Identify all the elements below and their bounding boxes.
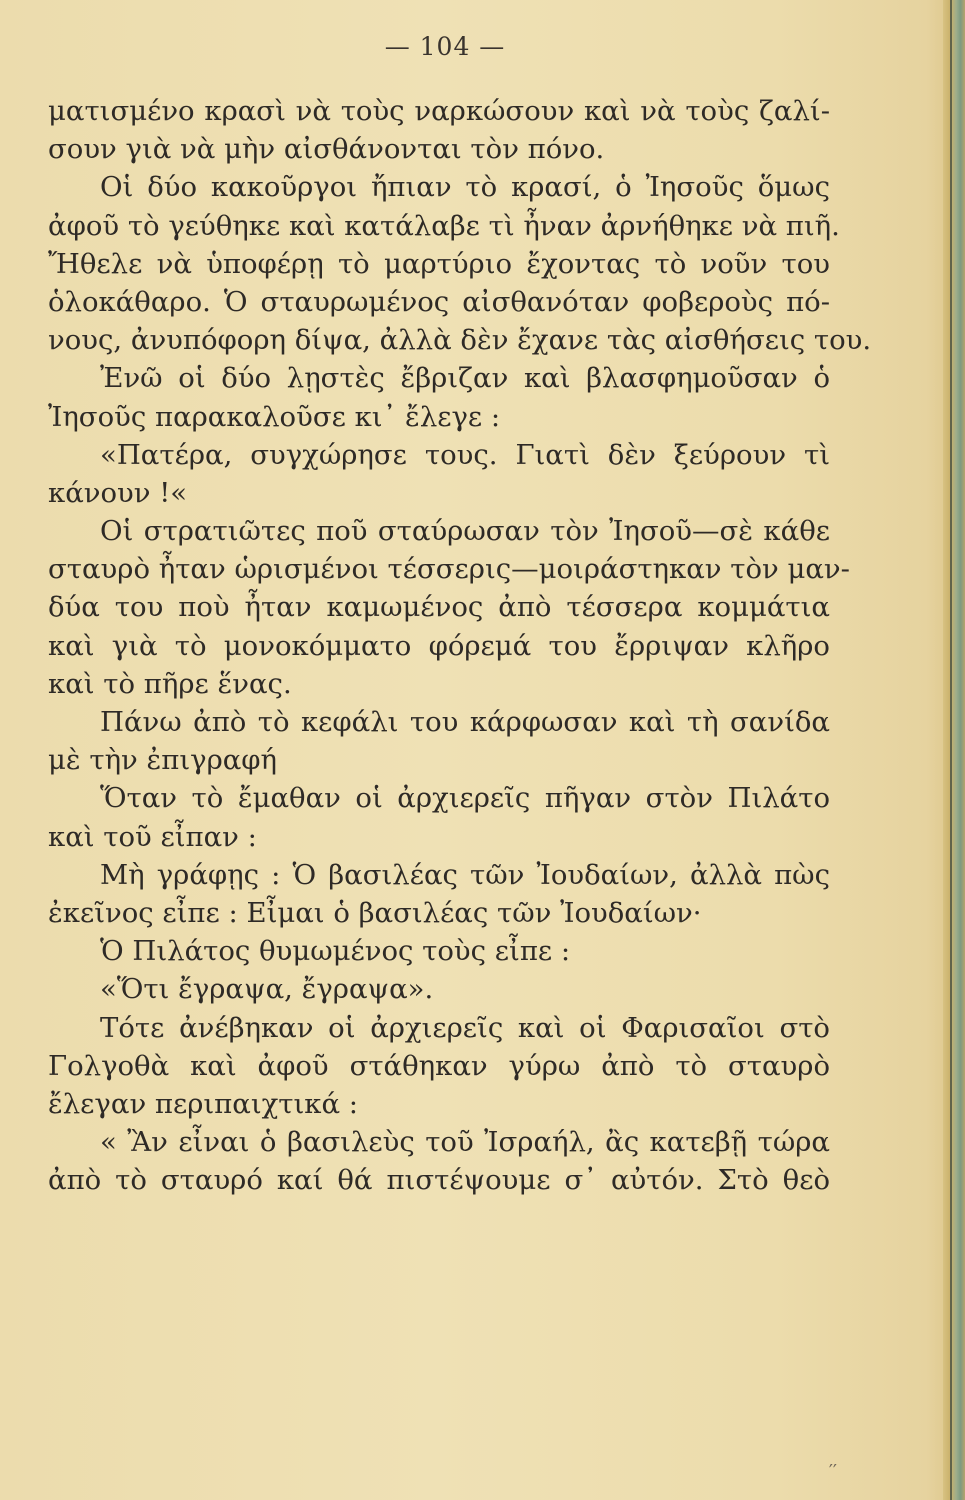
text-line: «Πατέρα, συγχώρησε τους. Γιατὶ δὲν ξεύρουν τὶ — [100, 438, 830, 471]
text-line: ματισμένο κρασὶ νὰ τοὺς ναρκώσουν καὶ νὰ τοὺς ζαλί- — [48, 95, 830, 127]
text-line: Ὅταν τὸ ἔμαθαν οἱ ἀρχιερεῖς πῆγαν στὸν Πιλάτο — [100, 782, 830, 815]
text-line: Οἱ στρατιῶτες ποῦ σταύρωσαν τὸν Ἰησοῦ—σὲ κάθε — [100, 515, 830, 548]
text-line: « Ἂν εἶναι ὁ βασιλεὺς τοῦ Ἰσραήλ, ἂς κατεβῇ τώρα — [100, 1126, 830, 1159]
text-line: Τότε ἀνέβηκαν οἱ ἀρχιερεῖς καὶ οἱ Φαρισαῖοι στὸ — [100, 1011, 830, 1044]
text-line: ἀπὸ τὸ σταυρό καί θά πιστέψουμε σ᾿ αὐτόν. Στὸ θεὸ — [48, 1164, 830, 1197]
text-line: Ὁ Πιλάτος θυμωμένος τοὺς εἶπε : — [100, 935, 571, 968]
text-line: μὲ τὴν ἐπιγραφή — [48, 744, 278, 777]
text-line: Ἐνῶ οἱ δύο λῃστὲς ἔβριζαν καὶ βλασφημοῦσαν ὁ — [100, 362, 830, 395]
text-line: σουν γιὰ νὰ μὴν αἰσθάνονται τὸν πόνο. — [48, 133, 605, 166]
text-line: σταυρὸ ἦταν ὡρισμένοι τέσσερις—μοιράστηκαν τὸν μαν- — [48, 553, 850, 586]
text-line: καὶ τοῦ εἶπαν : — [48, 820, 257, 853]
text-line: Οἱ δύο κακοῦργοι ἤπιαν τὸ κρασί, ὁ Ἰησοῦς ὅμως — [100, 171, 830, 204]
body-text — [48, 92, 872, 1199]
text-line: Ἤθελε νὰ ὑποφέρῃ τὸ μαρτύριο ἔχοντας τὸ νοῦν του — [48, 247, 830, 280]
text-line: Γολγοθὰ καὶ ἀφοῦ στάθηκαν γύρω ἀπὸ τὸ σταυρὸ — [48, 1049, 830, 1082]
text-line: νους, ἀνυπόφορη δίψα, ἀλλὰ δὲν ἔχανε τὰς αἰσθήσεις του. — [48, 324, 872, 357]
text-line: καὶ γιὰ τὸ μονοκόμματο φόρεμά του ἔρριψαν κλῆρο — [48, 629, 830, 662]
text-line: ἀφοῦ τὸ γεύθηκε καὶ κατάλαβε τὶ ἦναν ἀρνήθηκε νὰ πιῆ. — [48, 209, 840, 242]
page-edge-binding — [943, 0, 965, 1500]
text-line: καὶ τὸ πῆρε ἕνας. — [48, 667, 292, 700]
text-line: «Ὅτι ἔγραψα, ἔγραψα». — [100, 973, 434, 1006]
text-line: ὁλοκάθαρο. Ὁ σταυρωμένος αἰσθανόταν φοβεροὺς πό- — [48, 285, 830, 318]
text-line: Μὴ γράφῃς : Ὁ βασιλέας τῶν Ἰουδαίων, ἀλλὰ πὼς — [100, 858, 830, 891]
text-line: ἐκεῖνος εἶπε : Εἶμαι ὁ βασιλέας τῶν Ἰουδαίων· — [48, 896, 702, 929]
text-line: Πάνω ἀπὸ τὸ κεφάλι του κάρφωσαν καὶ τὴ σανίδα — [100, 706, 830, 738]
page-edge-line — [950, 0, 952, 1500]
text-line: κάνουν !« — [48, 476, 188, 509]
text-line: ἔλεγαν περιπαιχτικά : — [48, 1087, 359, 1120]
pencil-mark: ′′ — [828, 1461, 837, 1482]
text-line: Ἰησοῦς παρακαλοῦσε κι᾿ ἔλεγε : — [48, 400, 501, 433]
page-number: — 104 — — [384, 32, 506, 61]
text-line: δύα του ποὺ ἦταν καμωμένος ἀπὸ τέσσερα κομμάτια — [48, 591, 830, 624]
